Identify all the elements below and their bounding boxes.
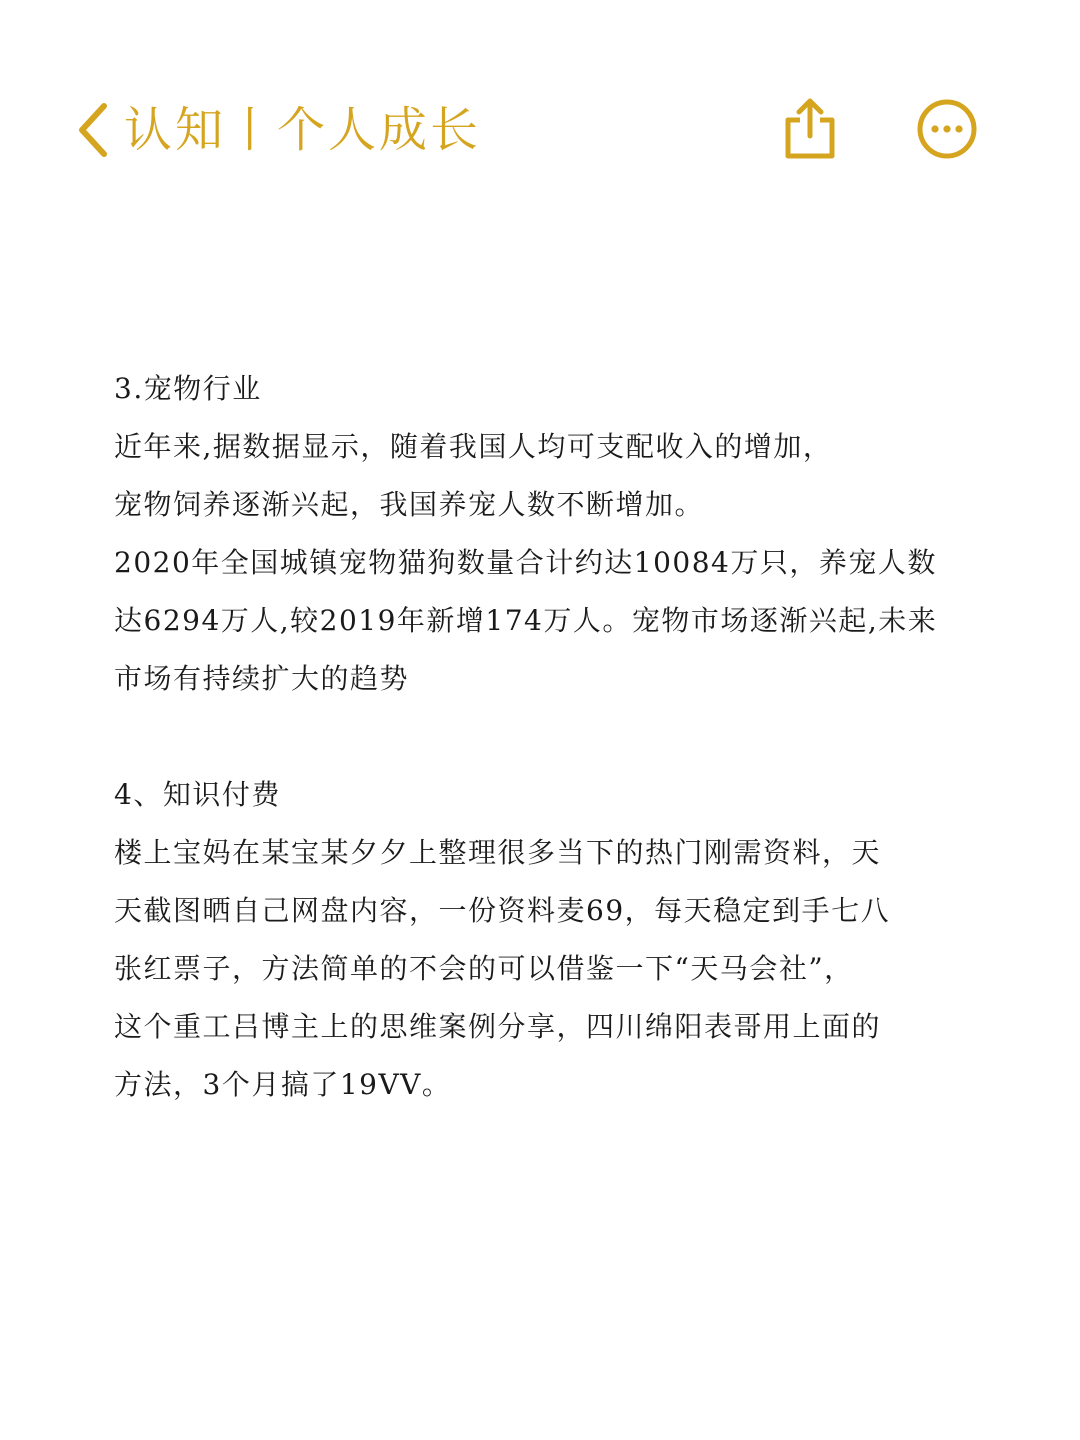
more-button[interactable] (916, 98, 978, 160)
paragraph-line: 市场有持续扩大的趋势 (114, 662, 410, 695)
share-button[interactable] (780, 96, 840, 162)
paragraph-line: 这个重工吕博主上的思维案例分享，四川绵阳表哥用上面的 (114, 1010, 882, 1043)
paragraph-line: 张红票子，方法简单的不会的可以借鉴一下“天马会社”， (114, 952, 854, 985)
paragraph-line: 2020年全国城镇宠物猫狗数量合计约达10084万只，养宠人数 (114, 546, 937, 579)
section-heading: 3.宠物行业 (114, 372, 262, 405)
chevron-left-icon (74, 100, 114, 160)
section-knowledge-payment (114, 766, 974, 1114)
note-body (114, 360, 974, 1172)
more-circle-icon (916, 145, 978, 164)
paragraph-line: 近年来,据数据显示，随着我国人均可支配收入的增加， (114, 430, 833, 463)
paragraph-line: 达6294万人,较2019年新增174万人。宠物市场逐渐兴起,未来 (114, 604, 938, 637)
page-title: 认知丨个人成长 (124, 102, 482, 158)
share-icon (780, 147, 840, 166)
back-button[interactable] (74, 96, 114, 164)
paragraph-line: 方法，3个月搞了19VV。 (114, 1068, 452, 1101)
section-pet-industry (114, 360, 974, 708)
paragraph-line: 宠物饲养逐渐兴起，我国养宠人数不断增加。 (114, 488, 705, 521)
paragraph-line: 天截图晒自己网盘内容，一份资料麦69，每天稳定到手七八 (114, 894, 891, 927)
paragraph-line: 楼上宝妈在某宝某夕夕上整理很多当下的热门刚需资料，天 (114, 836, 882, 869)
section-heading: 4、知识付费 (114, 778, 281, 811)
top-bar (0, 0, 1080, 260)
